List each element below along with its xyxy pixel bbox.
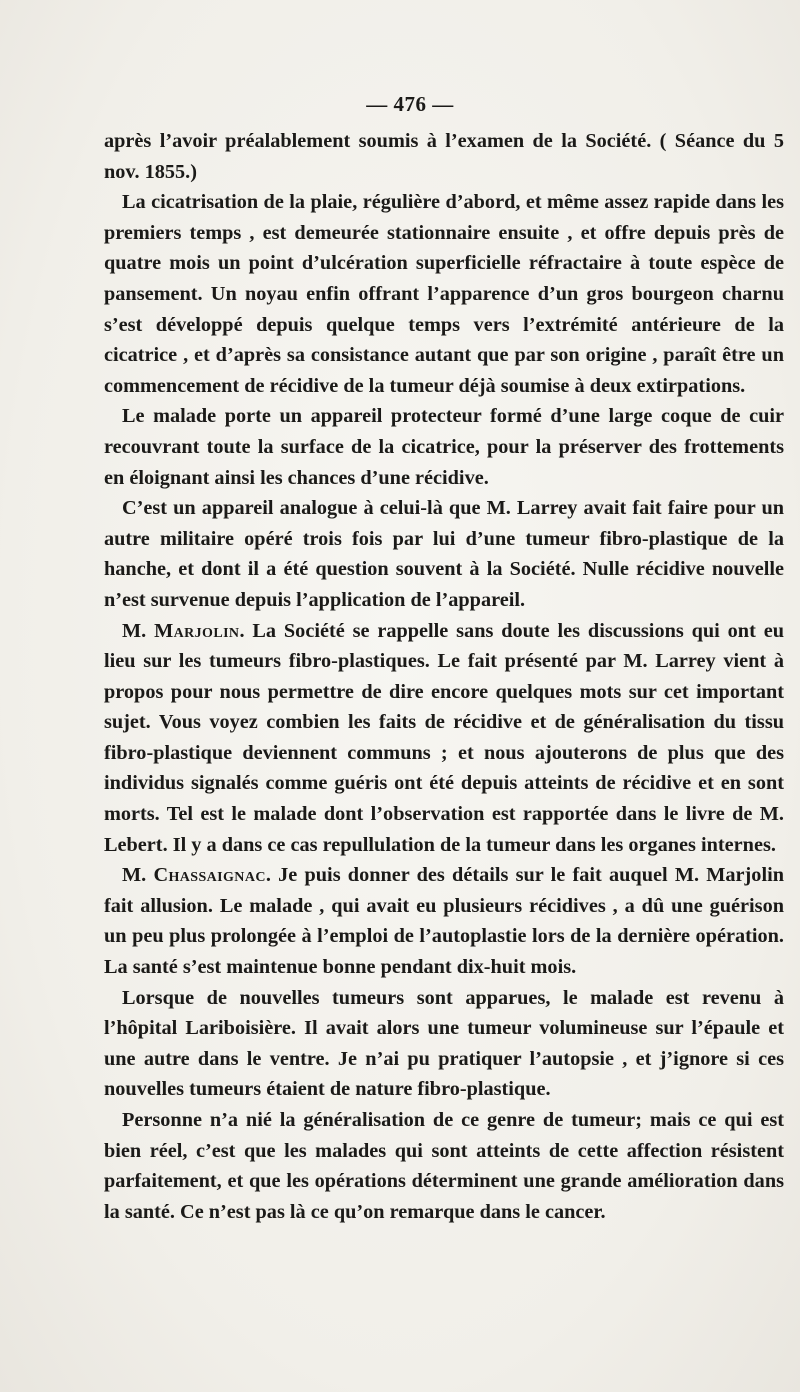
speaker-name-marjolin: Marjolin bbox=[154, 619, 240, 642]
speaker-prefix: M. bbox=[122, 619, 155, 642]
paragraph-marjolin-text: . La Société se rappelle sans doute les discussions qui ont eu lieu sur les tumeurs fibro-plastiques. Le fait présenté par M. Larrey vient à propos pour nous permettre de dire encore quelques mots sur cet important sujet. Vous voyez combien les faits de récidive et de généralisation du tissu fibro-plastique deviennent communs ; et nous ajouterons de plus que des individus signalés comme guéris ont été depuis atteints de récidive et en sont morts. Tel est le malade dont l’observation est rapportée dans le livre de M. Lebert. Il y a dans ce cas repullulation de la tumeur dans les organes internes. bbox=[104, 619, 784, 856]
paragraph-chassaignac-text: . Je puis donner des détails sur le fait auquel M. Marjolin fait allusion. Le malade , qui avait eu plusieurs récidives , a dû une guérison un peu plus prolongée à l’emploi de l’autoplastie lors de la dernière opération. La santé s’est maintenue bonne pendant dix-huit mois. bbox=[104, 864, 784, 979]
paragraph-generalisation: Personne n’a nié la généralisation de ce genre de tumeur; mais ce qui est bien réel, c’est que les malades qui sont atteints de cette affection résistent parfaitement, et que les opérations déterminent une grande amélioration dans la santé. Ce n’est pas là ce qu’on remarque dans le cancer. bbox=[104, 1109, 784, 1223]
paragraph-marjolin bbox=[104, 616, 784, 861]
paragraph-chassaignac bbox=[104, 860, 784, 982]
paragraph-continuation: après l’avoir préalablement soumis à l’examen de la Société. ( Séance du 5 nov. 1855.) bbox=[104, 130, 784, 183]
body-text bbox=[104, 126, 784, 1227]
paragraph-nouvelles-tumeurs: Lorsque de nouvelles tumeurs sont apparues, le malade est revenu à l’hôpital Lariboisière. Il avait alors une tumeur volumineuse sur l’épaule et une autre dans le ventre. Je n’ai pu pratiquer l’autopsie , et j’ignore si ces nouvelles tumeurs étaient de nature fibro-plastique. bbox=[104, 986, 784, 1101]
speaker-name-chassaignac: Chassaignac bbox=[153, 864, 266, 887]
paragraph-cicatrisation: La cicatrisation de la plaie, régulière d’abord, et même assez rapide dans les premiers temps , est demeurée stationnaire ensuite , et offre depuis près de quatre mois un point d’ulcération superficielle réfractaire à toute espèce de pansement. Un noyau enfin offrant l’apparence d’un gros bourgeon charnu s’est développé depuis quelque temps vers l’extrémité antérieure de la cicatrice , et d’après sa consistance autant que par son origine , paraît être un commencement de récidive de la tumeur déjà soumise à deux extirpations. bbox=[104, 191, 784, 397]
paragraph-appareil-analogue: C’est un appareil analogue à celui-là que M. Larrey avait fait faire pour un autre militaire opéré trois fois par lui d’une tumeur fibro-plastique de la hanche, et dont il a été question souvent à la Société. Nulle récidive nouvelle n’est survenue depuis l’application de l’appareil. bbox=[104, 497, 784, 611]
paragraph-appareil-protecteur: Le malade porte un appareil protecteur formé d’une large coque de cuir recouvrant toute la surface de la cicatrice, pour la préserver des frottements en éloignant ainsi les chances d’une récidive. bbox=[104, 405, 784, 489]
page-number: — 476 — bbox=[366, 92, 454, 116]
speaker-prefix: M. bbox=[122, 864, 154, 887]
